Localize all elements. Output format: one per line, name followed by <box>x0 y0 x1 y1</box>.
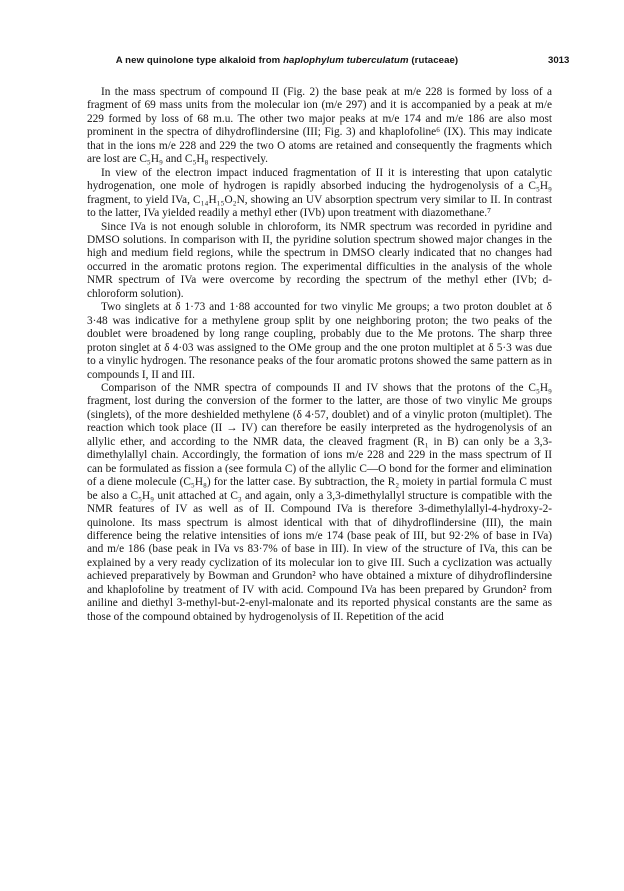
paragraph-4: Two singlets at δ 1·73 and 1·88 accounted for two vinylic Me groups; a two proton doublet at δ 3·48 was indicative for a methylene group split by one neighboring proton; the two peaks of the doublet were broadened by long range coupling, probably due to the Me protons. The sharp three proton singlet at δ 4·03 was assigned to the OMe group and the one proton multiplet at δ 5·3 was due to a vinylic hydrogen. The resonance peaks of the four aromatic protons showed the same pattern as in compounds I, II and III. <box>87 301 552 381</box>
paragraph-3: Since IVa is not enough soluble in chloroform, its NMR spectrum was recorded in pyridine and DMSO solutions. In comparison with II, the pyridine solution spectrum showed major changes in the high and medium field regions, while the spectrum in DMSO clearly indicated that no changes had occurred in the aromatic protons region. The experimental difficulties in the analysis of the whole NMR spectrum of IVa were overcome by recording the spectrum of the methyl ether (IVb; d-chloroform solution). <box>87 220 552 300</box>
paragraph-2: In view of the electron impact induced fragmentation of II it is interesting that upon catalytic hydrogenation, one mole of hydrogen is rapidly absorbed inducing the hydrogenolysis of a C₅H₉ fragment, to yield IVa, C₁₄H₁₅O₂N, showing an UV absorption spectrum very similar to II. In contrast to the latter, IVa yielded readily a methyl ether (IVb) upon treatment with diazomethane.⁷ <box>87 166 552 220</box>
running-title-species: haplophylum tuberculatum <box>283 55 409 66</box>
paragraph-1: In the mass spectrum of compound II (Fig. 2) the base peak at m/e 228 is formed by loss of a fragment of 69 mass units from the molecular ion (m/e 297) and it is accompanied by a peak at m/e 229 formed by loss of 68 m.u. The other two major peaks at m/e 174 and m/e 186 are also most prominent in the spectra of dihydroflindersine (III; Fig. 3) and khaplofoline⁶ (IX). This may indicate that in the ions m/e 228 and 229 the two O atoms are retained and consequently the fragments which are lost are C₅H₉ and C₅H₈ respectively. <box>87 86 552 166</box>
running-title-suffix: (rutaceae) <box>408 55 459 66</box>
paragraph-5: Comparison of the NMR spectra of compounds II and IV shows that the protons of the C₅H₉ fragment, lost during the conversion of the former to the latter, are those of two vinylic Me groups (singlets), of the more deshielded methylene (δ 4·57, doublet) and of a vinylic proton (multiplet). The reaction which took place (II → IV) can therefore be easily interpreted as the hydrogenolysis of an allylic ether, and according to the NMR data, the cleaved fragment (R₁ in B) can only be a 3,3-dimethylallyl chain. Accordingly, the formation of ions m/e 228 and 229 in the mass spectrum of II can be formulated as fission a (see formula C) of the allylic C—O bond for the former and elimination of a diene molecule (C₅H₈) for the latter case. By subtraction, the R₂ moiety in partial formula C must be also a C₅H₉ unit attached at C₃ and again, only a 3,3-dimethylallyl structure is compatible with the NMR features of IV as well as of II. Compound IVa is therefore 3-dimethylallyl-4-hydroxy-2-quinolone. Its mass spectrum is almost identical with that of dihydroflindersine (III), the main difference being the relative intensities of ions m/e 174 (base peak of III, but 92·2% of base in IVa) and m/e 186 (base peak in IVa vs 83·7% of base in III). In view of the structure of IVa, this can be explained by a very ready cyclization of its molecular ion to give III. Such a cyclization was actually achieved preparatively by Bowman and Grundon² who have obtained a mixture of dihydroflindersine and khaplofoline by treatment of IV with acid. Compound IVa has been prepared by Grundon² from aniline and diethyl 3-methyl-but-2-enyl-malonate and its reported physical constants are the same as those of the compound obtained by hydrogenolysis of II. Repetition of the acid <box>87 381 552 623</box>
running-header <box>0 55 624 71</box>
page-number: 3013 <box>548 55 570 66</box>
body-text <box>87 86 552 624</box>
running-title-prefix: A new quinolone type alkaloid from <box>115 55 284 66</box>
running-title <box>0 55 574 66</box>
